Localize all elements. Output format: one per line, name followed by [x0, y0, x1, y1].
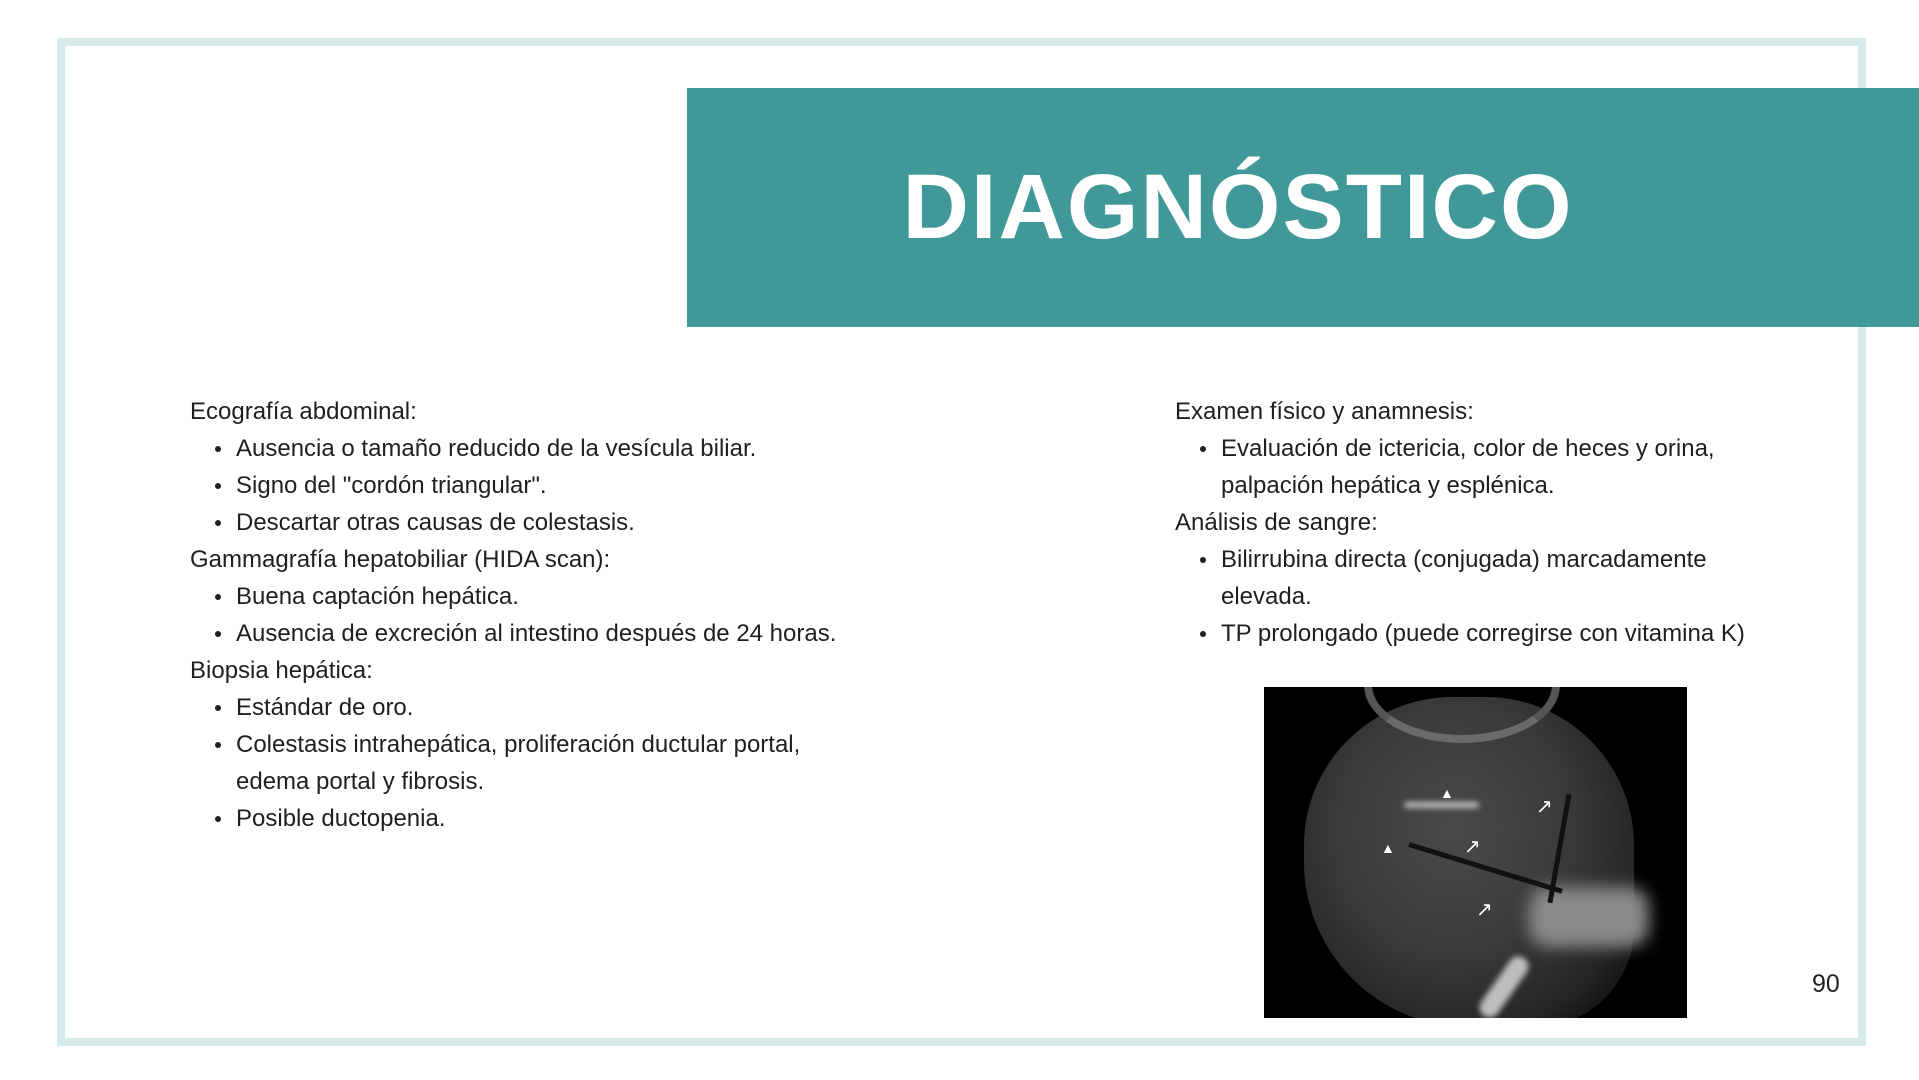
arrow-marker-icon: ↗: [1476, 899, 1493, 921]
list-item: TP prolongado (puede corregirse con vitamina K): [1221, 615, 1825, 652]
bullet-list: [190, 578, 850, 652]
bullet-list: [190, 430, 850, 541]
list-item: Bilirrubina directa (conjugada) marcadamente elevada.: [1221, 541, 1825, 615]
echo-line: [1404, 802, 1479, 808]
bullet-list: [190, 689, 850, 837]
list-item: Posible ductopenia.: [236, 800, 850, 837]
slide-title: DIAGNÓSTICO: [902, 156, 1574, 258]
echo-area: [1529, 887, 1649, 947]
left-column: [190, 393, 850, 837]
list-item: Estándar de oro.: [236, 689, 850, 726]
list-item: Ausencia o tamaño reducido de la vesícula biliar.: [236, 430, 850, 467]
section-heading: Examen físico y anamnesis:: [1175, 398, 1474, 425]
right-column: [1175, 393, 1825, 652]
section-heading: Ecografía abdominal:: [190, 398, 417, 425]
list-item: Evaluación de ictericia, color de heces y orina, palpación hepática y esplénica.: [1221, 430, 1825, 504]
section-heading: Gammagrafía hepatobiliar (HIDA scan):: [190, 546, 611, 573]
arrow-marker-icon: ↗: [1464, 836, 1481, 858]
list-item: Colestasis intrahepática, proliferación ductular portal, edema portal y fibrosis.: [236, 726, 850, 800]
list-item: Ausencia de excreción al intestino después de 24 horas.: [236, 615, 850, 652]
page-number: 90: [1812, 970, 1840, 998]
list-item: Signo del "cordón triangular".: [236, 467, 850, 504]
list-item: Buena captación hepática.: [236, 578, 850, 615]
title-banner: [687, 88, 1919, 327]
arrowhead-marker-icon: ▲: [1381, 840, 1395, 856]
list-item: Descartar otras causas de colestasis.: [236, 504, 850, 541]
section-heading: Análisis de sangre:: [1175, 509, 1378, 536]
ultrasound-image: [1264, 687, 1687, 1018]
arrow-marker-icon: ↗: [1536, 796, 1553, 818]
bullet-list: [1175, 541, 1825, 652]
arrowhead-marker-icon: ▲: [1440, 785, 1454, 801]
bullet-list: [1175, 430, 1825, 504]
section-heading: Biopsia hepática:: [190, 657, 373, 684]
